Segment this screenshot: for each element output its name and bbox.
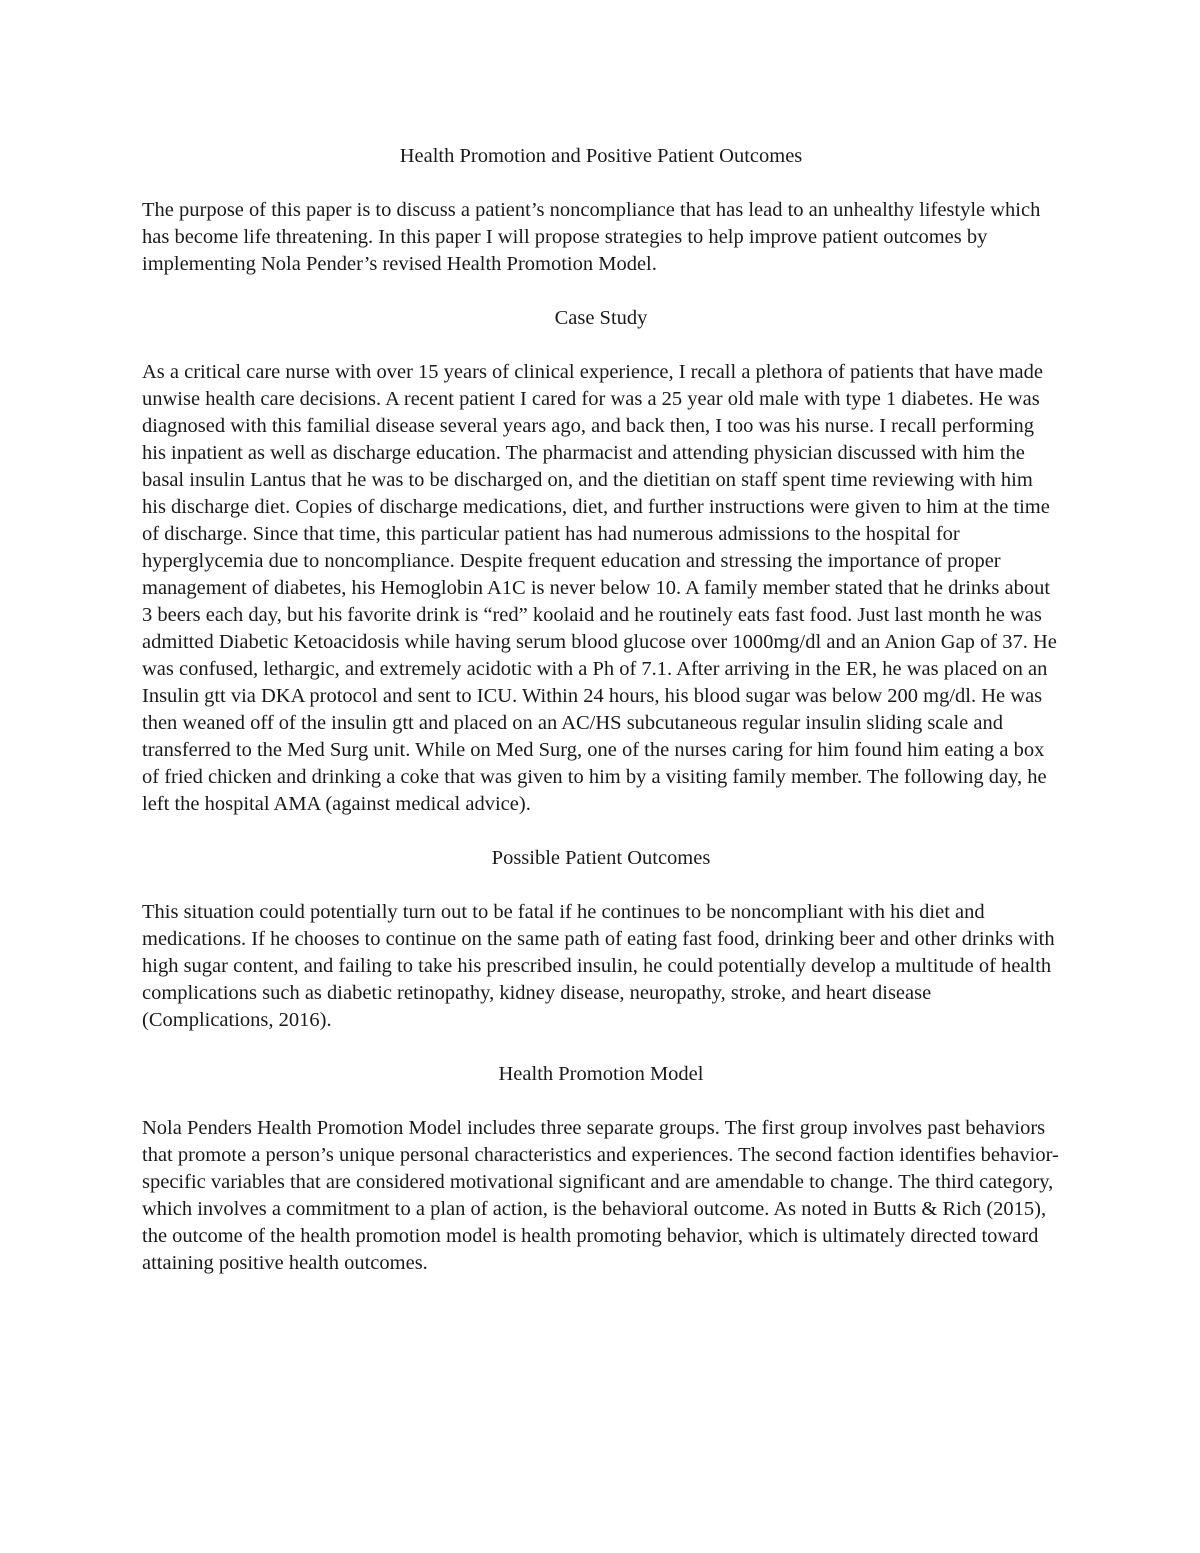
section-body-possible-outcomes: This situation could potentially turn out to be fatal if he continues to be noncompliant with his diet and medications. If he chooses to continue on the same path of eating fast food, drinking beer and other drinks with high sugar content, and failing to take his prescribed insulin, he could potentially develop a multitude of health complications such as diabetic retinopathy, kidney disease, neuropathy, stroke, and heart disease (Complications, 2016). (142, 901, 1055, 1031)
spacer (142, 872, 1060, 899)
document-title: Health Promotion and Positive Patient Outcomes (399, 145, 803, 167)
section-body-health-promotion-model: Nola Penders Health Promotion Model includes three separate groups. The first group involves past behaviors that promote a person’s unique personal characteristics and experiences. The second faction identifies behavior-specific variables that are considered motivational significant and are amendable to change. The third category, which involves a commitment to a plan of action, is the behavioral outcome. As noted in Butts & Rich (2015), the outcome of the health promotion model is health promoting behavior, which is ultimately directed toward attaining positive health outcomes. (142, 1117, 1059, 1274)
section-body-case-study: As a critical care nurse with over 15 years of clinical experience, I recall a plethora of patients that have made unwise health care decisions. A recent patient I cared for was a 25 year old male with type 1 diabetes. He was diagnosed with this familial disease several years ago, and back then, I too was his nurse. I recall performing his inpatient as well as discharge education. The pharmacist and attending physician discussed with him the basal insulin Lantus that he was to be discharged on, and the dietitian on staff spent time reviewing with him his discharge diet. Copies of discharge medications, diet, and further instructions were given to him at the time of discharge. Since that time, this particular patient has had numerous admissions to the hospital for hyperglycemia due to noncompliance. Despite frequent education and stressing the importance of proper management of diabetes, his Hemoglobin A1C is never below 10. A family member stated that he drinks about 3 beers each day, but his favorite drink is “red” koolaid and he routinely eats fast food. Just last month he was admitted Diabetic Ketoacidosis while having serum blood glucose over 1000mg/dl and an Anion Gap of 37. He was confused, lethargic, and extremely acidotic with a Ph of 7.1. After arriving in the ER, he was placed on an Insulin gtt via DKA protocol and sent to ICU. Within 24 hours, his blood sugar was below 200 mg/dl. He was then weaned off of the insulin gtt and placed on an AC/HS subcutaneous regular insulin sliding scale and transferred to the Med Surg unit. While on Med Surg, one of the nurses caring for him found him eating a box of fried chicken and drinking a coke that was given to him by a visiting family member. The following day, he left the hospital AMA (against medical advice). (142, 361, 1057, 815)
spacer (142, 332, 1060, 359)
spacer (142, 278, 1060, 305)
spacer (142, 1034, 1060, 1061)
spacer (142, 170, 1060, 197)
spacer (142, 818, 1060, 845)
intro-paragraph: The purpose of this paper is to discuss a patient’s noncompliance that has lead to an unhealthy lifestyle which has become life threatening. In this paper I will propose strategies to help improve patient outcomes by implementing Nola Pender’s revised Health Promotion Model. (142, 199, 1041, 275)
document-content (142, 143, 1060, 1277)
spacer (142, 1088, 1060, 1115)
section-heading-health-promotion-model: Health Promotion Model (498, 1063, 704, 1085)
section-heading-possible-outcomes: Possible Patient Outcomes (491, 847, 711, 869)
section-heading-case-study: Case Study (554, 307, 648, 329)
